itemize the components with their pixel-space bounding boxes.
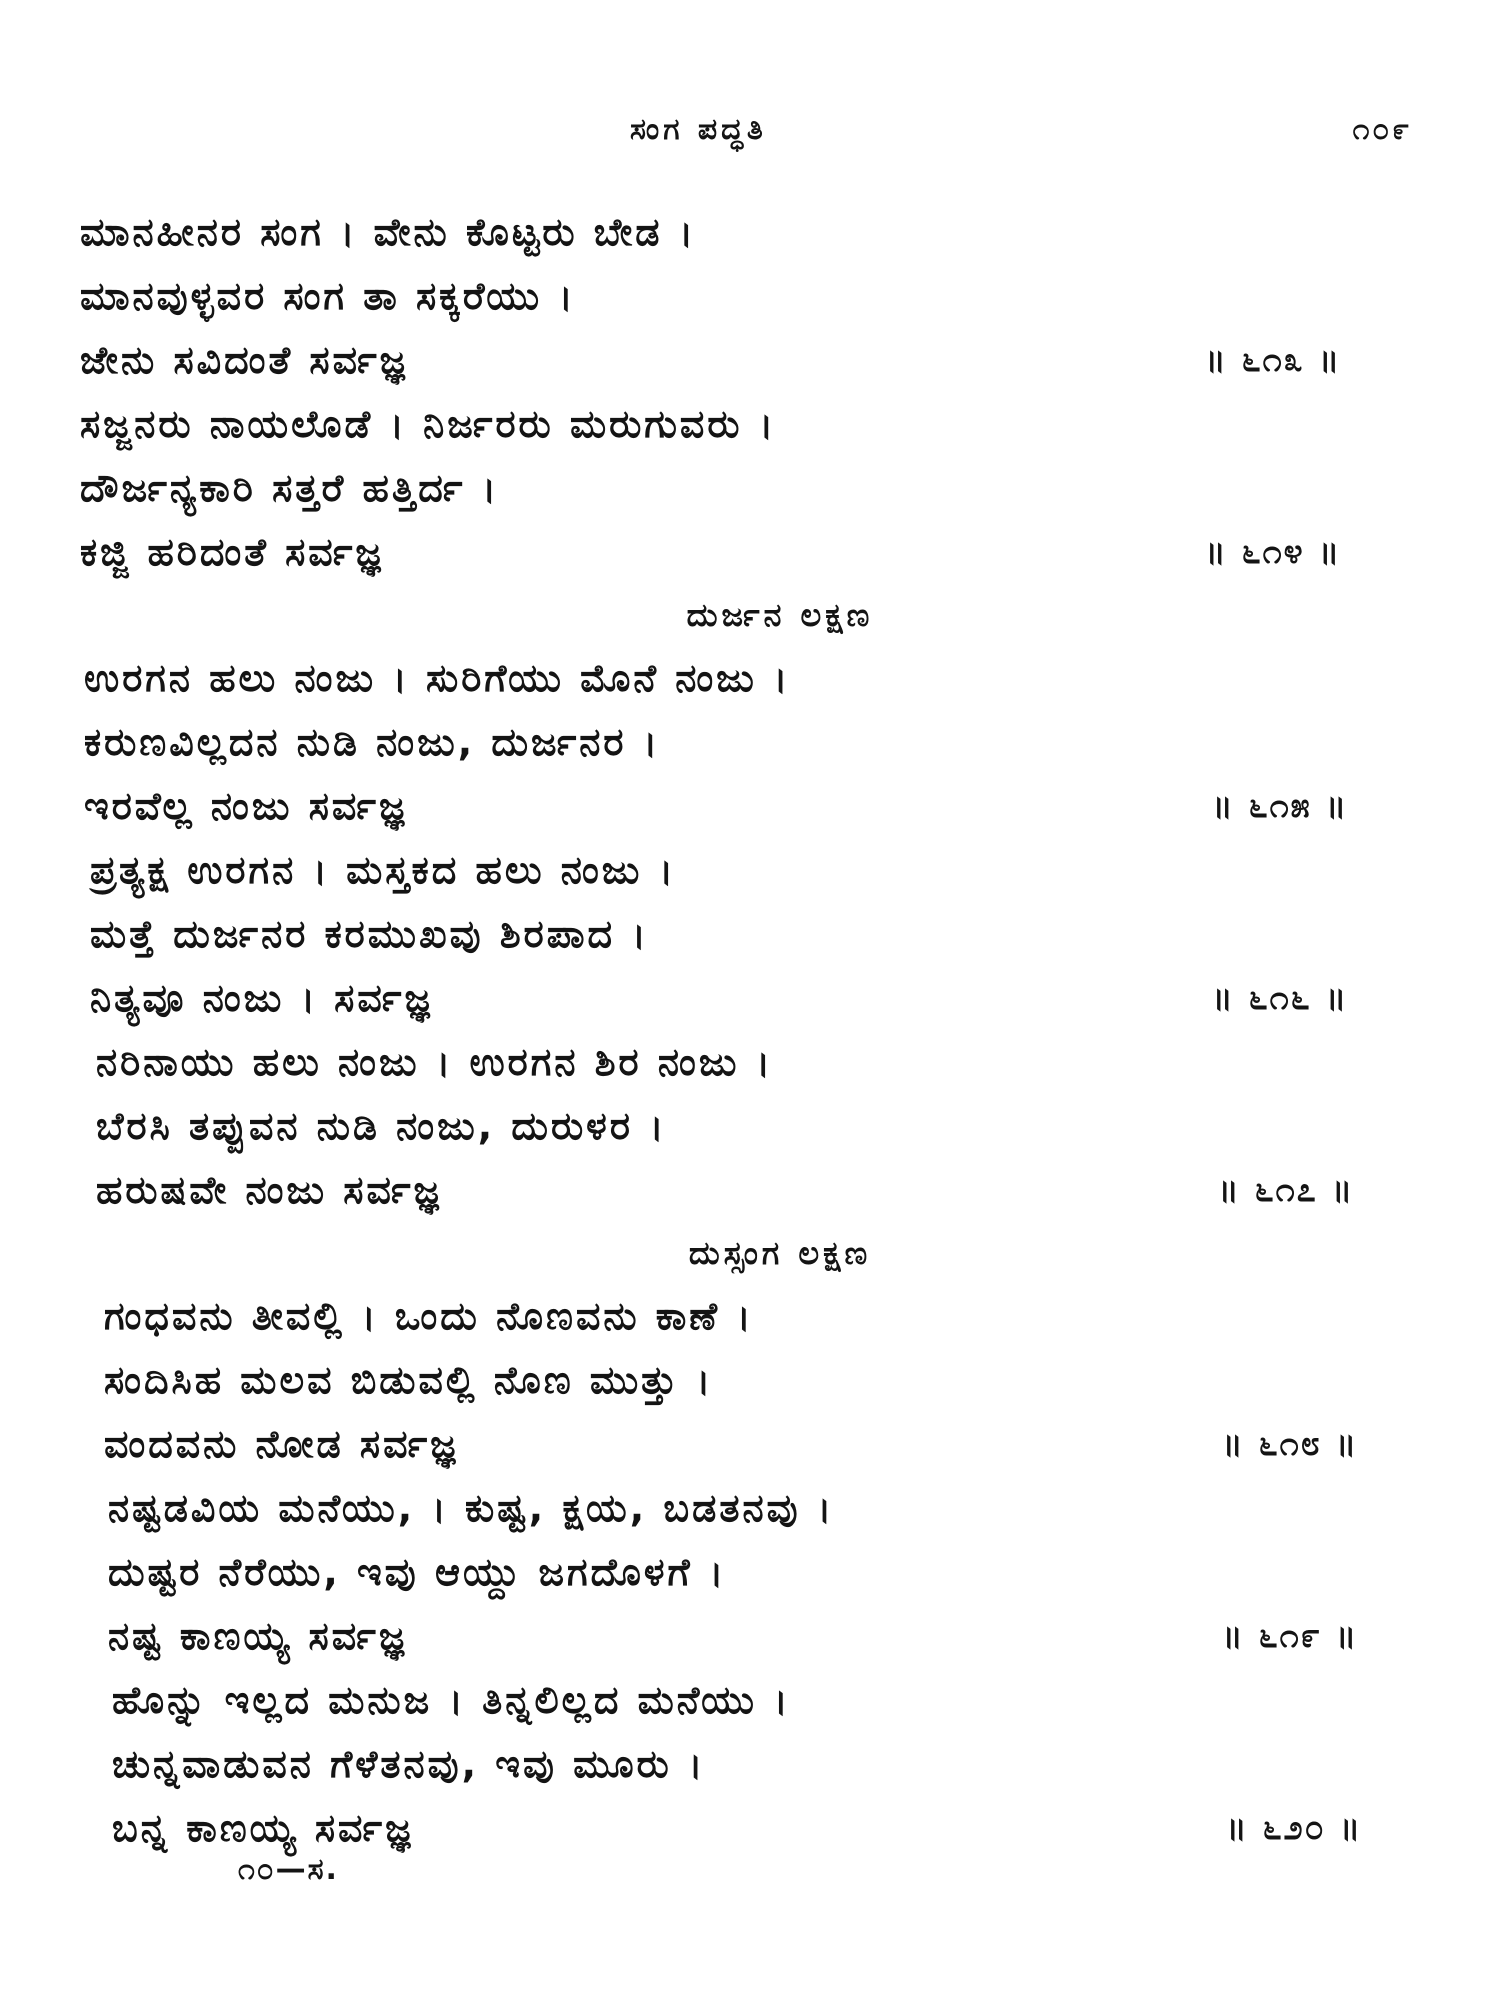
- verse-line-text: ನಷ್ಟ ಕಾಣಯ್ಯ ಸರ್ವಜ್ಞ: [108, 1614, 408, 1658]
- verse-line: [0, 200, 1500, 264]
- section: [0, 200, 1500, 584]
- verse-line-text: ವಂದವನು ನೋಡ ಸರ್ವಜ್ಞ: [104, 1422, 459, 1466]
- verse-line: [0, 264, 1500, 328]
- verse-line-text: ಬನ್ನ ಕಾಣಯ್ಯ ಸರ್ವಜ್ಞ: [112, 1806, 414, 1850]
- verse-line: [0, 1604, 1500, 1668]
- verse-line-text: ಮಾನವುಳ್ಳವರ ಸಂಗ ತಾ ಸಕ್ಕರೆಯು ।: [80, 274, 576, 318]
- verse-line-text: ಹರುಷವೇ ನಂಜು ಸರ್ವಜ್ಞ: [96, 1168, 442, 1212]
- verse: [0, 200, 1500, 392]
- verse-line: [0, 1094, 1500, 1158]
- section: [0, 584, 1500, 1222]
- verse-number: ॥ ೬೧೫ ॥: [1212, 786, 1349, 826]
- verse-number: ॥ ೬೨೦ ॥: [1226, 1808, 1363, 1848]
- verse: [0, 646, 1500, 838]
- verse: [0, 1476, 1500, 1668]
- verse-line-text: ಉರಗನ ಹಲು ನಂಜು । ಸುರಿಗೆಯು ಮೊನೆ ನಂಜು ।: [84, 656, 791, 700]
- section-heading: ದುಸ್ಸಂಗ ಲಕ್ಷಣ: [688, 1234, 872, 1272]
- verse-line: [0, 646, 1500, 710]
- verse-line: [0, 838, 1500, 902]
- verse-line-text: ಸಂದಿಸಿಹ ಮಲವ ಬಿಡುವಲ್ಲಿ ನೊಣ ಮುತ್ತು ।: [104, 1358, 714, 1402]
- verse-number: ॥ ೬೧೩ ॥: [1205, 340, 1342, 380]
- verse-line-text: ಚುನ್ನವಾಡುವನ ಗೆಳೆತನವು, ಇವು ಮೂರು ।: [112, 1742, 706, 1786]
- verse-line-text: ಪ್ರತ್ಯಕ್ಷ ಉರಗನ । ಮಸ್ತಕದ ಹಲು ನಂಜು ।: [90, 848, 677, 892]
- verse-number: ॥ ೬೧೯ ॥: [1222, 1616, 1359, 1656]
- verse-line: [0, 328, 1500, 392]
- verse-line: [0, 1284, 1500, 1348]
- verse-line-text: ಗಂಧವನು ತೀವಲ್ಲಿ । ಒಂದು ನೊಣವನು ಕಾಣೆ ।: [104, 1294, 754, 1338]
- verse-line: [0, 1540, 1500, 1604]
- verse-line-text: ನಿತ್ಯವೂ ನಂಜು । ಸರ್ವಜ್ಞ: [90, 976, 433, 1020]
- verse-line-text: ಕರುಣವಿಲ್ಲದನ ನುಡಿ ನಂಜು, ದುರ್ಜನರ ।: [84, 720, 661, 764]
- verse-number: ॥ ೬೧೪ ॥: [1205, 532, 1342, 572]
- verse-line: [0, 1158, 1500, 1222]
- verse-line: [0, 774, 1500, 838]
- verse-line-text: ಹೊನ್ನು ಇಲ್ಲದ ಮನುಜ । ತಿನ್ನಲಿಲ್ಲದ ಮನೆಯು ।: [112, 1678, 791, 1722]
- verse-line-text: ಜೇನು ಸವಿದಂತೆ ಸರ್ವಜ್ಞ: [80, 338, 408, 382]
- verse-line: [0, 1412, 1500, 1476]
- verse: [0, 838, 1500, 1030]
- verse: [0, 1030, 1500, 1222]
- verse-line-text: ದೌರ್ಜನ್ಯಕಾರಿ ಸತ್ತರೆ ಹತ್ತಿರ್ದ ।: [80, 466, 500, 510]
- verse-line: [0, 1476, 1500, 1540]
- page-header: [0, 112, 1500, 162]
- verse-line: [0, 966, 1500, 1030]
- verse-line: [0, 902, 1500, 966]
- verse-line-text: ನರಿನಾಯು ಹಲು ನಂಜು । ಉರಗನ ಶಿರ ನಂಜು ।: [96, 1040, 774, 1084]
- verse-line-text: ನಷ್ಟಡವಿಯ ಮನೆಯು, । ಕುಷ್ಟ, ಕ್ಷಯ, ಬಡತನವು ।: [108, 1486, 835, 1530]
- verse: [0, 1284, 1500, 1476]
- verse-line: [0, 1348, 1500, 1412]
- verse-line: [0, 1668, 1500, 1732]
- verse-line-text: ದುಷ್ಟರ ನೆರೆಯು, ಇವು ಆಯ್ದು ಜಗದೊಳಗೆ ।: [108, 1550, 727, 1594]
- verse-line: [0, 1732, 1500, 1796]
- verse-line: [0, 1796, 1500, 1860]
- verse-line: [0, 520, 1500, 584]
- verse-number: ॥ ೬೧೬ ॥: [1212, 978, 1349, 1018]
- verse-number: ॥ ೬೧೭ ॥: [1218, 1170, 1355, 1210]
- verse: [0, 392, 1500, 584]
- printer-signature-mark: ೧೦—ಸ.: [238, 1852, 339, 1887]
- verse-line-text: ಬೆರಸಿ ತಪ್ಪುವನ ನುಡಿ ನಂಜು, ದುರುಳರ ।: [96, 1104, 667, 1148]
- page-number: ೧೦೯: [1352, 112, 1412, 147]
- section: [0, 1222, 1500, 1860]
- verse-line-text: ಮತ್ತೆ ದುರ್ಜನರ ಕರಮುಖವು ಶಿರಪಾದ ।: [90, 912, 649, 956]
- verse-line-text: ಸಜ್ಜನರು ನಾಯಲೊಡೆ । ನಿರ್ಜರರು ಮರುಗುವರು ।: [80, 402, 777, 446]
- verse-line: [0, 392, 1500, 456]
- section-heading: ದುರ್ಜನ ಲಕ್ಷಣ: [686, 596, 874, 634]
- verse-line: [0, 456, 1500, 520]
- verse-number: ॥ ೬೧೮ ॥: [1222, 1424, 1359, 1464]
- verse-line-text: ಮಾನಹೀನರ ಸಂಗ । ವೇನು ಕೊಟ್ಟರು ಬೇಡ ।: [80, 210, 697, 254]
- running-title: ಸಂಗ ಪದ್ಧತಿ: [630, 112, 767, 147]
- verse-line-text: ಕಜ್ಜಿ ಹರಿದಂತೆ ಸರ್ವಜ್ಞ: [80, 530, 384, 574]
- verse-line-text: ಇರವೆಲ್ಲ ನಂಜು ಸರ್ವಜ್ಞ: [84, 784, 408, 828]
- verse-line: [0, 1030, 1500, 1094]
- verse: [0, 1668, 1500, 1860]
- body-text: [0, 200, 1500, 1860]
- verse-line: [0, 710, 1500, 774]
